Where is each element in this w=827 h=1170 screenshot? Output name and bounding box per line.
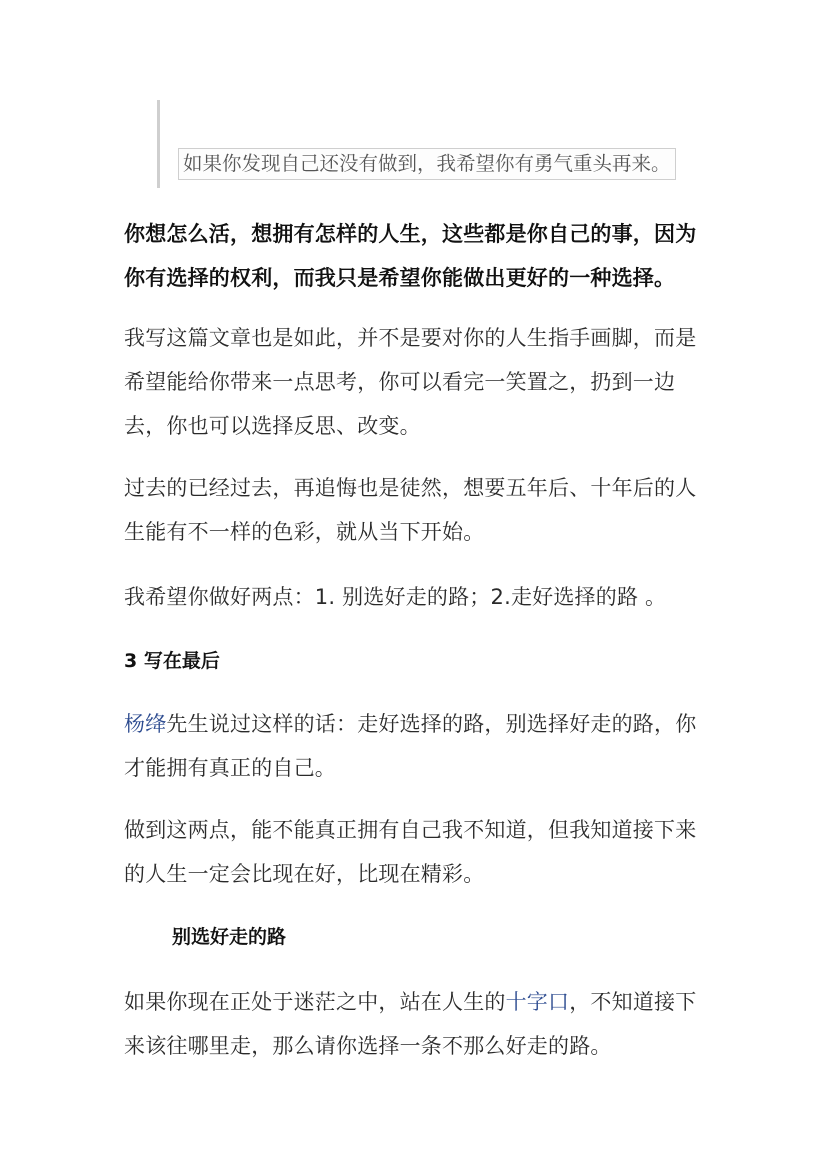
blockquote [157, 100, 720, 188]
paragraph-bold: 你想怎么活，想拥有怎样的人生，这些都是你自己的事，因为你有选择的权利，而我只是希望你能做出更好的一种选择。 [124, 222, 697, 290]
paragraph-text: 先生说过这样的话：走好选择的路，别选择好走的路，你才能拥有真正的自己。 [124, 712, 697, 780]
paragraph: 做到这两点，能不能真正拥有自己我不知道，但我知道接下来的人生一定会比现在好，比现在精彩。 [124, 818, 697, 886]
link-yang-jiang[interactable]: 杨绛 [124, 712, 167, 736]
link-crossroads[interactable]: 十字口 [505, 990, 570, 1014]
paragraph: 我希望你做好两点：1. 别选好走的路；2.走好选择的路 。 [124, 585, 667, 609]
paragraph: 我写这篇文章也是如此，并不是要对你的人生指手画脚，而是希望能给你带来一点思考，你可以看完一笑置之，扔到一边去，你也可以选择反思、改变。 [124, 326, 697, 438]
paragraph [124, 980, 714, 1068]
paragraph-text: 如果你现在正处于迷茫之中，站在人生的 [124, 990, 506, 1014]
paragraph: 过去的已经过去，再追悔也是徒然，想要五年后、十年后的人生能有不一样的色彩，就从当下开始。 [124, 476, 697, 544]
sub-heading: 别选好走的路 [172, 926, 287, 948]
quote-text: 如果你发现自己还没有做到，我希望你有勇气重头再来。 [178, 148, 676, 180]
paragraph-text: ，不知道接下来该往哪里走，那么请你选择一条不那么好走的路。 [124, 990, 697, 1058]
paragraph [124, 702, 714, 790]
section-heading: 3 写在最后 [124, 650, 220, 672]
